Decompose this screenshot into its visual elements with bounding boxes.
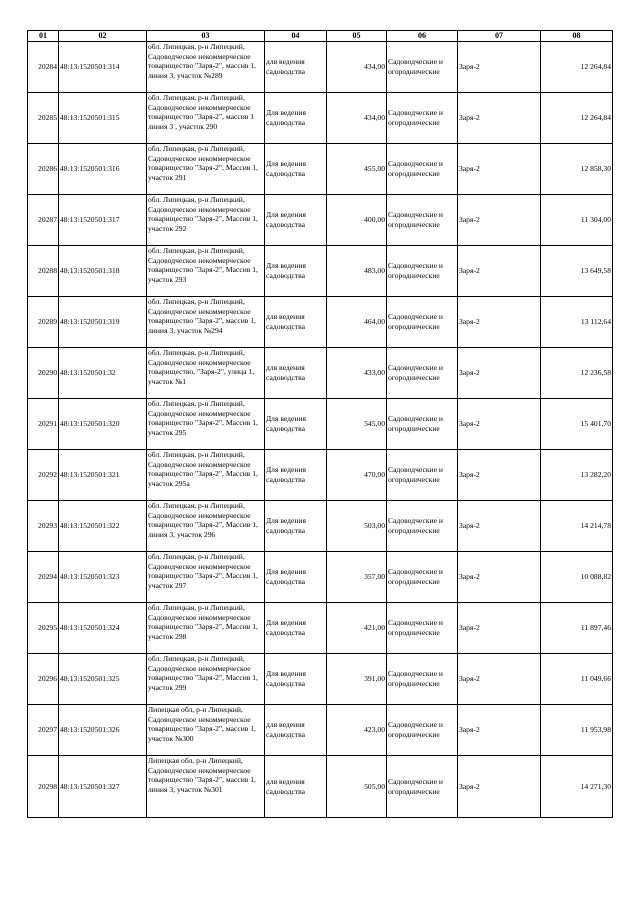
cadastral-number-cell: 48:13:1520501:317 bbox=[59, 195, 147, 246]
row-number-cell: 20298 bbox=[28, 756, 59, 818]
settlement-name-cell: Заря-2 bbox=[458, 654, 541, 705]
address-cell bbox=[147, 246, 265, 297]
row-number-cell: 20297 bbox=[28, 705, 59, 756]
header-cell: 05 bbox=[327, 31, 387, 42]
address-text: обл. Липецкая, р-н Липецкий, Садоводческое некоммерческое товарищество, "Заря-2", улица 1, участок №1 bbox=[148, 348, 255, 386]
land-category-cell: Садоводческие и огороднические bbox=[387, 195, 458, 246]
address-text: обл. Липецкая, р-н Липецкий, Садоводческое некоммерческое товарищество "Заря-2", массив 1, линия 3, участок №294 bbox=[148, 297, 256, 335]
header-cell: 06 bbox=[387, 31, 458, 42]
address-cell bbox=[147, 348, 265, 399]
address-cell bbox=[147, 195, 265, 246]
table-row bbox=[28, 42, 613, 93]
permitted-use-cell: Для ведения садоводства bbox=[265, 450, 327, 501]
row-number-cell: 20289 bbox=[28, 297, 59, 348]
address-cell bbox=[147, 603, 265, 654]
settlement-name-cell: Заря-2 bbox=[458, 93, 541, 144]
settlement-name-cell: Заря-2 bbox=[458, 144, 541, 195]
permitted-use-cell: Для ведения садоводства bbox=[265, 603, 327, 654]
address-text: обл. Липецкая, р-н Липецкий, Садоводческое некоммерческое товарищество "Заря-2", Массив 1, участок 298 bbox=[148, 603, 258, 641]
land-category-cell: Садоводческие и огороднические bbox=[387, 501, 458, 552]
area-cell: 434,00 bbox=[327, 93, 387, 144]
row-number-cell: 20294 bbox=[28, 552, 59, 603]
land-plots-table bbox=[27, 30, 613, 818]
permitted-use-cell: Для ведения садоводства bbox=[265, 93, 327, 144]
land-category-cell: Садоводческие и огороднические bbox=[387, 399, 458, 450]
table-row bbox=[28, 399, 613, 450]
area-cell: 483,00 bbox=[327, 246, 387, 297]
table-row bbox=[28, 705, 613, 756]
address-cell bbox=[147, 42, 265, 93]
permitted-use-cell: Для ведения садоводства bbox=[265, 654, 327, 705]
address-text: обл. Липецкая, р-н Липецкий, Садоводческое некоммерческое товарищество "Заря-2", Массив 1, участок 297 bbox=[148, 552, 258, 590]
land-category-cell: Садоводческие и огороднические bbox=[387, 705, 458, 756]
area-cell: 464,00 bbox=[327, 297, 387, 348]
address-cell bbox=[147, 552, 265, 603]
cadastral-value-cell: 12 264,84 bbox=[541, 93, 613, 144]
cadastral-number-cell: 48:13:1520501:318 bbox=[59, 246, 147, 297]
area-cell: 470,00 bbox=[327, 450, 387, 501]
cadastral-number-cell: 48:13:1520501:325 bbox=[59, 654, 147, 705]
area-cell: 400,00 bbox=[327, 195, 387, 246]
area-cell: 505,00 bbox=[327, 756, 387, 818]
table-header-row bbox=[28, 31, 613, 42]
row-number-cell: 20286 bbox=[28, 144, 59, 195]
address-text: обл. Липецкая, р-н Липецкий, Садоводческое некоммерческое товарищество "Заря-2", Массив 1, линия 3, участок 296 bbox=[148, 501, 258, 539]
cadastral-value-cell: 12 236,58 bbox=[541, 348, 613, 399]
header-cell: 01 bbox=[28, 31, 59, 42]
table-row bbox=[28, 603, 613, 654]
cadastral-number-cell: 48:13:1520501:323 bbox=[59, 552, 147, 603]
table-row bbox=[28, 144, 613, 195]
area-cell: 455,00 bbox=[327, 144, 387, 195]
settlement-name-cell: Заря-2 bbox=[458, 195, 541, 246]
cadastral-value-cell: 11 897,46 bbox=[541, 603, 613, 654]
area-cell: 503,00 bbox=[327, 501, 387, 552]
land-category-cell: Садоводческие и огороднические bbox=[387, 552, 458, 603]
land-category-cell: Садоводческие и огороднические bbox=[387, 450, 458, 501]
cadastral-number-cell: 48:13:1520501:326 bbox=[59, 705, 147, 756]
header-cell: 04 bbox=[265, 31, 327, 42]
header-cell: 08 bbox=[541, 31, 613, 42]
cadastral-value-cell: 10 088,82 bbox=[541, 552, 613, 603]
cadastral-value-cell: 13 649,58 bbox=[541, 246, 613, 297]
row-number-cell: 20293 bbox=[28, 501, 59, 552]
address-text: Липецкая обл, р-н Липецкий, Садоводческое некоммерческое товарищество "Заря-2", массив 1, линия 3, участок №301 bbox=[148, 756, 256, 794]
cadastral-number-cell: 48:13:1520501:324 bbox=[59, 603, 147, 654]
cadastral-number-cell: 48:13:1520501:321 bbox=[59, 450, 147, 501]
permitted-use-cell: для ведения садоводства bbox=[265, 348, 327, 399]
cadastral-value-cell: 12 264,84 bbox=[541, 42, 613, 93]
area-cell: 545,00 bbox=[327, 399, 387, 450]
address-text: обл. Липецкая, р-н Липецкий, Садоводческое некоммерческое товарищество "Заря-2", Массив 1, участок 291 bbox=[148, 144, 258, 182]
address-text: обл. Липецкая, р-н Липецкий, Садоводческое некоммерческое товарищество "Заря-2", Массив 1, участок 292 bbox=[148, 195, 258, 233]
address-text: Липецкая обл, р-н Липецкий, Садоводческое некоммерческое товарищество "Заря-2", массив 1, участок №300 bbox=[148, 705, 256, 743]
row-number-cell: 20296 bbox=[28, 654, 59, 705]
area-cell: 423,00 bbox=[327, 705, 387, 756]
land-category-cell: Садоводческие и огороднические bbox=[387, 246, 458, 297]
settlement-name-cell: Заря-2 bbox=[458, 348, 541, 399]
address-text: обл. Липецкая, р-н Липецкий, Садоводческое некоммерческое товарищество "Заря-2", Массив 1, участок 295 bbox=[148, 399, 258, 437]
land-category-cell: Садоводческие и огороднические bbox=[387, 144, 458, 195]
table-row bbox=[28, 297, 613, 348]
settlement-name-cell: Заря-2 bbox=[458, 552, 541, 603]
row-number-cell: 20287 bbox=[28, 195, 59, 246]
cadastral-value-cell: 11 049,66 bbox=[541, 654, 613, 705]
permitted-use-cell: Для ведения садоводства bbox=[265, 144, 327, 195]
address-cell bbox=[147, 654, 265, 705]
permitted-use-cell: Для ведения садоводства bbox=[265, 501, 327, 552]
permitted-use-cell: Для ведения садоводства bbox=[265, 552, 327, 603]
cadastral-number-cell: 48:13:1520501:315 bbox=[59, 93, 147, 144]
area-cell: 357,00 bbox=[327, 552, 387, 603]
table-row bbox=[28, 93, 613, 144]
address-cell bbox=[147, 705, 265, 756]
address-cell bbox=[147, 93, 265, 144]
cadastral-value-cell: 14 214,78 bbox=[541, 501, 613, 552]
address-cell bbox=[147, 450, 265, 501]
address-text: обл. Липецкая, р-н Липецкий, Садоводческое некоммерческое товарищество "Заря-2", Массив 1, участок 299 bbox=[148, 654, 258, 692]
permitted-use-cell: для ведения садоводства bbox=[265, 297, 327, 348]
settlement-name-cell: Заря-2 bbox=[458, 399, 541, 450]
cadastral-value-cell: 13 112,64 bbox=[541, 297, 613, 348]
land-category-cell: Садоводческие и огороднические bbox=[387, 348, 458, 399]
address-text: обл. Липецкая, р-н Липецкий, Садоводческое некоммерческое товарищество "Заря-2", Массив 1, участок 295а bbox=[148, 450, 258, 488]
table-row bbox=[28, 348, 613, 399]
address-cell bbox=[147, 756, 265, 818]
cadastral-value-cell: 13 282,20 bbox=[541, 450, 613, 501]
land-category-cell: Садоводческие и огороднические bbox=[387, 297, 458, 348]
cadastral-number-cell: 48:13:1520501:320 bbox=[59, 399, 147, 450]
row-number-cell: 20292 bbox=[28, 450, 59, 501]
area-cell: 433,00 bbox=[327, 348, 387, 399]
address-cell bbox=[147, 399, 265, 450]
cadastral-number-cell: 48:13:1520501:316 bbox=[59, 144, 147, 195]
header-cell: 03 bbox=[147, 31, 265, 42]
row-number-cell: 20295 bbox=[28, 603, 59, 654]
area-cell: 421,00 bbox=[327, 603, 387, 654]
table-row bbox=[28, 552, 613, 603]
cadastral-value-cell: 14 271,30 bbox=[541, 756, 613, 818]
land-category-cell: Садоводческие и огороднические bbox=[387, 42, 458, 93]
land-category-cell: Садоводческие и огороднические bbox=[387, 93, 458, 144]
table-row bbox=[28, 756, 613, 818]
cadastral-number-cell: 48:13:1520501:327 bbox=[59, 756, 147, 818]
table-row bbox=[28, 246, 613, 297]
cadastral-value-cell: 12 858,30 bbox=[541, 144, 613, 195]
header-cell: 02 bbox=[59, 31, 147, 42]
address-text: обл. Липецкая, р-н Липецкий, Садоводческое некоммерческое товарищество "Заря-2", массив 1, линия 3, участок №289 bbox=[148, 42, 256, 80]
header-cell: 07 bbox=[458, 31, 541, 42]
permitted-use-cell: Для ведения садоводства bbox=[265, 195, 327, 246]
settlement-name-cell: Заря-2 bbox=[458, 603, 541, 654]
cadastral-value-cell: 11 953,98 bbox=[541, 705, 613, 756]
settlement-name-cell: Заря-2 bbox=[458, 450, 541, 501]
cadastral-value-cell: 15 401,70 bbox=[541, 399, 613, 450]
settlement-name-cell: Заря-2 bbox=[458, 705, 541, 756]
land-category-cell: Садоводческие и огороднические bbox=[387, 756, 458, 818]
row-number-cell: 20291 bbox=[28, 399, 59, 450]
address-text: обл. Липецкая, р-н Липецкий, Садоводческое некоммерческое товарищество "Заря-2", массив 1 линия 3 , участок 290 bbox=[148, 93, 255, 131]
settlement-name-cell: Заря-2 bbox=[458, 246, 541, 297]
settlement-name-cell: Заря-2 bbox=[458, 297, 541, 348]
row-number-cell: 20284 bbox=[28, 42, 59, 93]
settlement-name-cell: Заря-2 bbox=[458, 501, 541, 552]
table-row bbox=[28, 501, 613, 552]
address-cell bbox=[147, 144, 265, 195]
area-cell: 391,00 bbox=[327, 654, 387, 705]
table-row bbox=[28, 450, 613, 501]
land-category-cell: Садоводческие и огороднические bbox=[387, 654, 458, 705]
cadastral-number-cell: 48:13:1520501:32 bbox=[59, 348, 147, 399]
permitted-use-cell: Для ведения садоводства bbox=[265, 246, 327, 297]
address-cell bbox=[147, 297, 265, 348]
table-row bbox=[28, 654, 613, 705]
permitted-use-cell: Для ведения садоводства bbox=[265, 399, 327, 450]
settlement-name-cell: Заря-2 bbox=[458, 756, 541, 818]
document-page bbox=[27, 30, 612, 818]
land-category-cell: Садоводческие и огороднические bbox=[387, 603, 458, 654]
permitted-use-cell: для ведения садоводства bbox=[265, 42, 327, 93]
row-number-cell: 20290 bbox=[28, 348, 59, 399]
row-number-cell: 20288 bbox=[28, 246, 59, 297]
area-cell: 434,00 bbox=[327, 42, 387, 93]
permitted-use-cell: для ведения садоводства bbox=[265, 756, 327, 818]
row-number-cell: 20285 bbox=[28, 93, 59, 144]
address-text: обл. Липецкая, р-н Липецкий, Садоводческое некоммерческое товарищество "Заря-2", Массив 1, участок 293 bbox=[148, 246, 258, 284]
table-row bbox=[28, 195, 613, 246]
address-cell bbox=[147, 501, 265, 552]
permitted-use-cell: для ведения садоводства bbox=[265, 705, 327, 756]
cadastral-number-cell: 48:13:1520501:319 bbox=[59, 297, 147, 348]
cadastral-number-cell: 48:13:1520501:314 bbox=[59, 42, 147, 93]
cadastral-number-cell: 48:13:1520501:322 bbox=[59, 501, 147, 552]
cadastral-value-cell: 11 304,00 bbox=[541, 195, 613, 246]
settlement-name-cell: Заря-2 bbox=[458, 42, 541, 93]
